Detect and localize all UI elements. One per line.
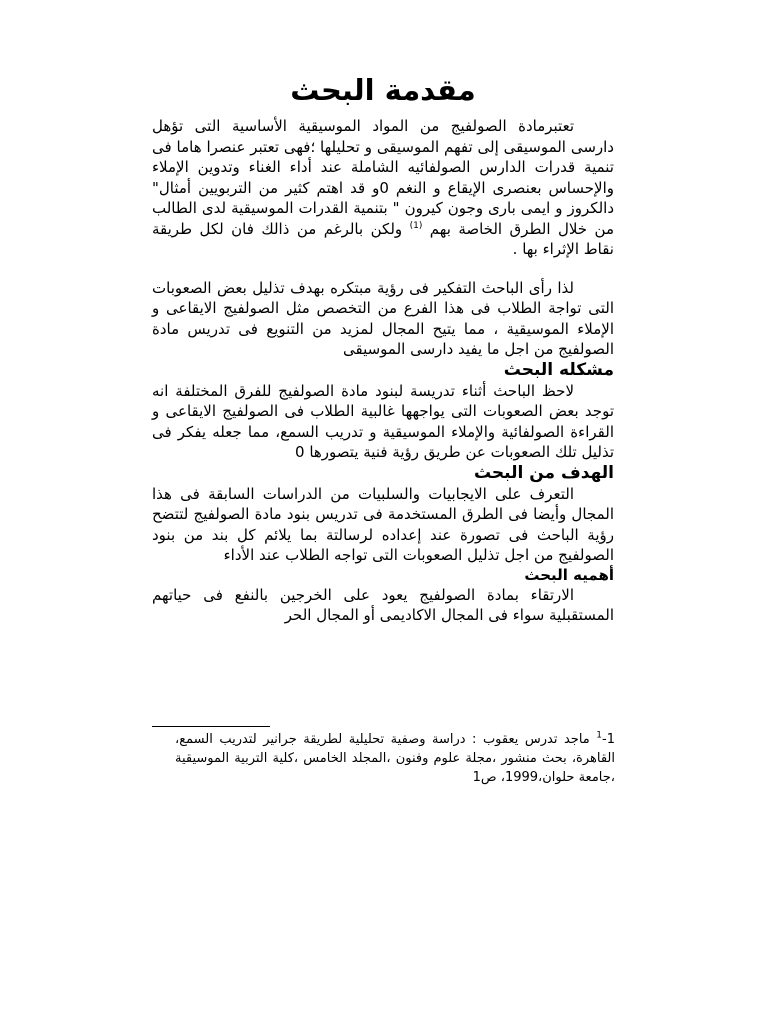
problem-paragraph: لاحظ الباحث أثناء تدريسة لبنود مادة الصولفيج للفرق المختلفة انه توجد بعض الصعوبات التى يواجهها غالبية الطلاب فى الصولفيج الايقاعى و القراءة الصولفائية والإملاء الموسيقية و تدريب السمع، مما جعله يفكر فى تذليل تلك الصعوبات عن طريق رؤية فنية يتصورها 0 [152,381,614,461]
goal-paragraph: التعرف على الايجابيات والسلبيات من الدراسات السابقة فى هذا المجال وأيضا فى الطرق المستخدمة فى تدريس بنود مادة الصولفيج لتتضح رؤية الباحث فى تصورة عند إعداده لرسالتة بما يلائم كل بند من بنود الصولفيج من اجل تذليل الصعوبات التى تواجه الطلاب عند الأداء [152,484,614,564]
section-heading-goal: الهدف من البحث [473,462,614,483]
intro-text-end: ولكن بالرغم من ذالك فان لكل طريقة نقاط الإثراء بها . [152,219,614,258]
footnote-separator [152,726,270,727]
importance-paragraph: الارتقاء بمادة الصولفيج يعود على الخرجين بالنفع فى حياتهم المستقبلية سواء فى المجال الاكاديمى أو المجال الحر [152,585,614,624]
intro-paragraph-2: لذا رأى الباحث التفكير فى رؤية مبتكره بهدف تذليل بعض الصعوبات التى تواجة الطلاب فى هذا الفرع من التخصص مثل الصولفيج الايقاعى و الإملاء الموسيقية ، مما يتيح المجال لمزيد من التنويع فى تدريس مادة الصولفيج من اجل ما يفيد دارسى الموسيقى [152,278,614,358]
section-heading-importance: أهميه البحث [524,565,614,584]
page-title: مقدمة البحث [290,73,476,107]
document-body [152,70,614,626]
intro-paragraph-1 [152,116,614,260]
footnote-reference[interactable]: (1) [409,220,423,231]
intro-text-start: تعتبرمادة الصولفيج من المواد الموسيقية الأساسية التى تؤهل دارسى الموسيقى إلى تفهم الموسيقى و تحليلها ؛فهى تعتبر عنصرا هاما فى تنمية قدرات الدارس الصولفائيه الشاملة عند أداء الغناء وتدوين الإملاء والإحساس بعنصرى الإيقاع و النغم 0و قد اهتم كثير من التربويين أمثال" دالكروز و ايمى بارى وجون كيرون " بتنمية القدرات الموسيقية لدى الطالب من خلال الطرق الخاصة بهم [152,117,614,238]
footnote-text: -1 ماجد تدرس يعقوب : دراسة وصفية تحليلية لطريقة جرانير لتدريب السمع، القاهرة، بحث منشور ،مجلة علوم وفنون ،المجلد الخامس ،كلية التربية الموسيقية ،جامعة حلوان،1999، ص1 [175,732,615,785]
footnote [175,730,615,787]
footnote-mark: 1 [596,730,603,741]
section-heading-problem: مشكله البحث [503,359,614,380]
